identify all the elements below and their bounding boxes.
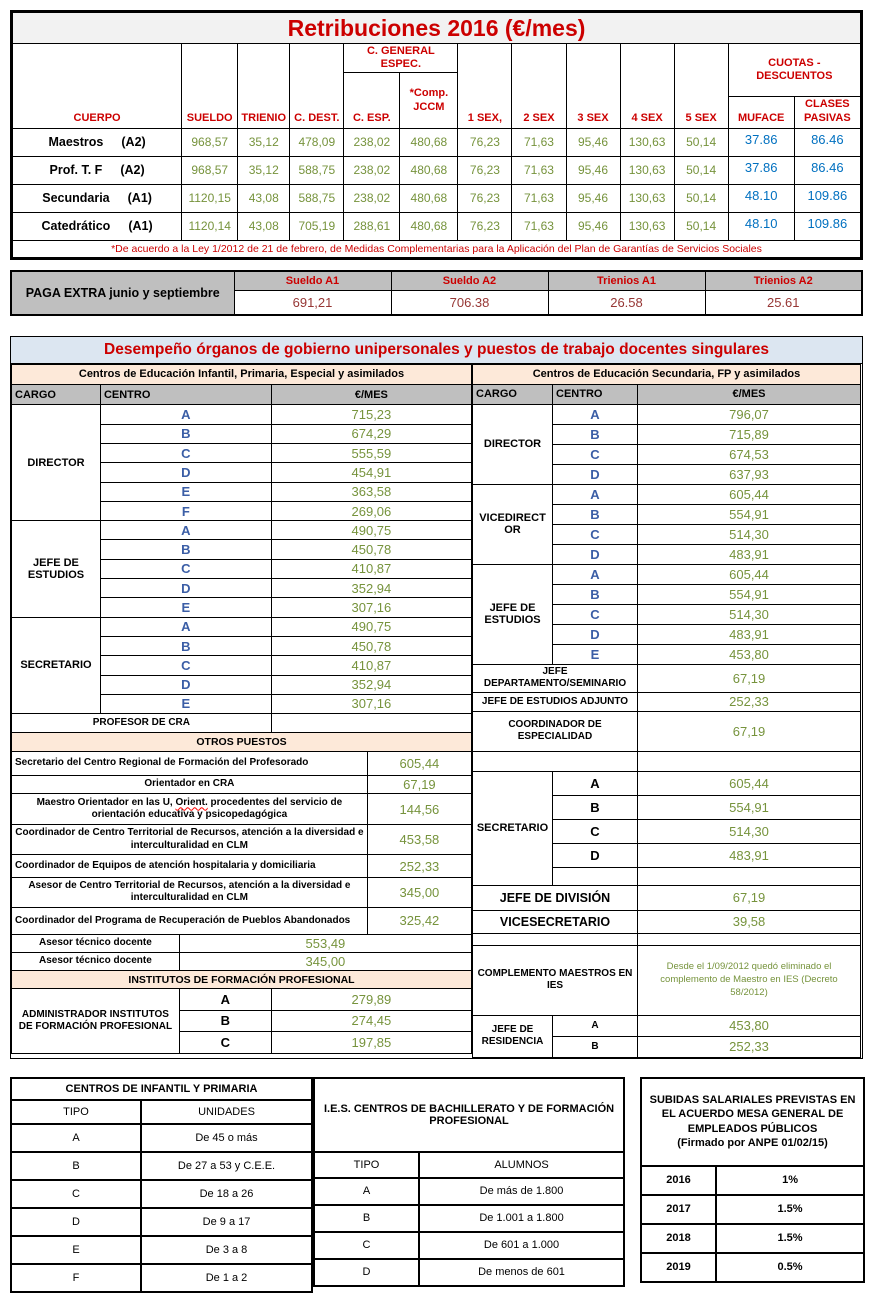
amount-cell: 67,19 [367, 776, 471, 794]
cargo-coordinador-especialidad: COORDINADOR DE ESPECIALIDAD [473, 711, 638, 751]
amount-cell: 95,46 [566, 212, 620, 240]
header-cargo: CARGO [473, 384, 553, 404]
cargo-jefe-estudios: JEFE DE ESTUDIOS [473, 564, 553, 664]
header-mes: €/MES [638, 384, 861, 404]
infantil-primaria-table [11, 364, 472, 1054]
amount-cell: 480,68 [400, 156, 458, 184]
cargo-profesor-cra: PROFESOR DE CRA [12, 714, 272, 733]
tipo-cell: F [11, 1264, 141, 1292]
centro-letter: C [553, 444, 638, 464]
puesto-label-text: procedentes del servicio de orientación educativa y psicopedagógica [91, 796, 343, 821]
footnote: *De acuerdo a la Ley 1/2012 de 21 de febrero, de Medidas Complementarias para la Aplicación del Plan de Garantías de Servicios Sociales [12, 240, 862, 258]
centro-letter: B [179, 1010, 271, 1031]
subidas-title: SUBIDAS SALARIALES PREVISTAS EN EL ACUERDO MESA GENERAL DE EMPLEADOS PÚBLICOS [649, 1094, 856, 1135]
empty-cell [638, 751, 861, 771]
amount-cell: 50,14 [674, 156, 728, 184]
header-alumnos: ALUMNOS [419, 1152, 624, 1178]
amount-cell: 553,49 [179, 934, 471, 952]
muface-cell: 48.10 [728, 212, 794, 240]
centro-letter: B [100, 540, 271, 559]
tipo-cell: D [314, 1259, 419, 1286]
alumnos-cell: De 1.001 a 1.800 [419, 1205, 624, 1232]
amount-cell: 450,78 [271, 636, 471, 655]
centro-letter: B [100, 636, 271, 655]
cuerpo-cell [12, 212, 182, 240]
amount-cell: 605,44 [638, 564, 861, 584]
amount-cell: 588,75 [290, 184, 344, 212]
amount-cell: 67,19 [638, 711, 861, 751]
unidades-cell: De 27 a 53 y C.E.E. [141, 1152, 312, 1180]
paga-extra-label: PAGA EXTRA junio y septiembre [11, 271, 234, 315]
amount-cell: 674,53 [638, 444, 861, 464]
centro-letter: E [100, 598, 271, 617]
amount-cell: 605,44 [638, 484, 861, 504]
retribuciones-table [10, 10, 863, 260]
centro-letter: D [553, 464, 638, 484]
centro-letter: C [100, 443, 271, 462]
unidades-cell: De 3 a 8 [141, 1236, 312, 1264]
amount-cell: 269,06 [271, 501, 471, 520]
amount-cell: 95,46 [566, 156, 620, 184]
amount-cell: 478,09 [290, 128, 344, 156]
paga-value-cell: 25.61 [705, 291, 862, 315]
puesto-label: Asesor técnico docente [12, 934, 180, 952]
col-header-cesp: C. ESP. [344, 73, 400, 128]
puesto-label [12, 794, 368, 824]
col-header-cgeneral: C. GENERAL ESPEC. [344, 44, 458, 73]
centro-letter: D [553, 544, 638, 564]
centro-letter: C [100, 656, 271, 675]
amount-cell: 130,63 [620, 128, 674, 156]
institutos-band: INSTITUTOS DE FORMACIÓN PROFESIONAL [12, 971, 472, 989]
centro-letter: C [179, 1032, 271, 1054]
empty-cell [638, 867, 861, 885]
col-header-muface: MUFACE [728, 97, 794, 128]
subidas-salariales-table [640, 1077, 865, 1283]
tipo-cell: D [11, 1208, 141, 1236]
muface-cell: 48.10 [728, 184, 794, 212]
centro-letter: A [553, 404, 638, 424]
col-header-sex5: 5 SEX [674, 44, 728, 129]
amount-cell: 363,58 [271, 482, 471, 501]
centro-letter: D [553, 843, 638, 867]
amount-cell: 197,85 [271, 1032, 471, 1054]
table-title: I.E.S. CENTROS DE BACHILLERATO Y DE FORMACIÓN PROFESIONAL [314, 1078, 624, 1152]
puesto-label: Secretario del Centro Regional de Formación del Profesorado [12, 751, 368, 775]
salary-row [12, 184, 862, 212]
amount-cell: 490,75 [271, 617, 471, 636]
amount-cell: 480,68 [400, 184, 458, 212]
paga-extra-table [10, 270, 863, 316]
col-header-sex3: 3 SEX [566, 44, 620, 129]
clases-pasivas-cell: 86.46 [794, 128, 861, 156]
amount-cell: 490,75 [271, 521, 471, 540]
puesto-label: Coordinador del Programa de Recuperación de Pueblos Abandonados [12, 908, 368, 934]
centro-letter: C [553, 524, 638, 544]
amount-cell: 43,08 [238, 184, 290, 212]
amount-cell: 968,57 [182, 128, 238, 156]
centro-letter: D [100, 579, 271, 598]
col-header-cuerpo: CUERPO [12, 44, 182, 129]
tipo-cell: B [11, 1152, 141, 1180]
amount-cell: 605,44 [367, 751, 471, 775]
amount-cell: 453,80 [638, 644, 861, 664]
paga-value-cell: 691,21 [234, 291, 391, 315]
alumnos-cell: De menos de 601 [419, 1259, 624, 1286]
amount-cell: 307,16 [271, 694, 471, 713]
percent-cell: 1.5% [716, 1224, 864, 1253]
centro-letter: C [100, 559, 271, 578]
percent-cell: 1% [716, 1166, 864, 1195]
amount-cell: 39,58 [638, 910, 861, 933]
table-title: CENTROS DE INFANTIL Y PRIMARIA [11, 1078, 312, 1100]
amount-cell: 35,12 [238, 156, 290, 184]
centro-letter: A [179, 989, 271, 1010]
centro-letter: A [553, 1015, 638, 1036]
salary-row [12, 128, 862, 156]
cuerpo-grade: (A1) [127, 191, 152, 206]
col-header-cuotas: CUOTAS - DESCUENTOS [728, 44, 861, 97]
amount-cell: 514,30 [638, 524, 861, 544]
amount-cell: 450,78 [271, 540, 471, 559]
empty-cell [473, 933, 638, 945]
year-cell: 2016 [641, 1166, 716, 1195]
clases-pasivas-cell: 109.86 [794, 184, 861, 212]
centro-letter: D [100, 675, 271, 694]
unidades-cell: De 9 a 17 [141, 1208, 312, 1236]
paga-col-header: Trienios A2 [705, 271, 862, 291]
spellcheck-marked-word: Orient. [175, 796, 208, 808]
tipo-cell: A [11, 1124, 141, 1152]
tipo-cell: B [314, 1205, 419, 1232]
secundaria-fp-table [472, 364, 861, 1058]
empty-cell [473, 751, 638, 771]
alumnos-cell: De más de 1.800 [419, 1178, 624, 1205]
amount-cell: 345,00 [179, 952, 471, 970]
cuerpo-cell [12, 156, 182, 184]
col-header-trienio: TRIENIO [238, 44, 290, 129]
amount-cell: 352,94 [271, 675, 471, 694]
amount-cell: 1120,15 [182, 184, 238, 212]
amount-cell: 238,02 [344, 156, 400, 184]
paga-value-cell: 706.38 [391, 291, 548, 315]
header-unidades: UNIDADES [141, 1100, 312, 1124]
amount-cell: 454,91 [271, 463, 471, 482]
year-cell: 2018 [641, 1224, 716, 1253]
centro-letter: C [553, 604, 638, 624]
amount-cell: 796,07 [638, 404, 861, 424]
amount-cell: 554,91 [638, 795, 861, 819]
centros-infantil-table [10, 1077, 313, 1293]
col-header-sueldo: SUELDO [182, 44, 238, 129]
cuerpo-grade: (A2) [121, 135, 146, 150]
header-cargo: CARGO [12, 385, 101, 405]
amount-cell: 352,94 [271, 579, 471, 598]
amount-cell: 514,30 [638, 819, 861, 843]
amount-cell: 50,14 [674, 184, 728, 212]
centro-letter: B [553, 504, 638, 524]
amount-cell: 50,14 [674, 128, 728, 156]
amount-cell: 605,44 [638, 771, 861, 795]
cargo-director: DIRECTOR [473, 404, 553, 484]
tipo-cell: E [11, 1236, 141, 1264]
amount-cell: 274,45 [271, 1010, 471, 1031]
cuerpo-grade: (A2) [120, 163, 145, 178]
puesto-label: Coordinador de Equipos de atención hospitalaria y domiciliaria [12, 855, 368, 877]
amount-cell: 71,63 [512, 212, 566, 240]
section-title: Desempeño órganos de gobierno unipersonales y puestos de trabajo docentes singulares [11, 337, 862, 364]
amount-cell: 453,58 [367, 824, 471, 854]
col-header-comp-jccm: *Comp. JCCM [400, 73, 458, 128]
salary-row [12, 212, 862, 240]
amount-cell: 252,33 [367, 855, 471, 877]
salary-row [12, 156, 862, 184]
puesto-label: Orientador en CRA [12, 776, 368, 794]
amount-cell: 588,75 [290, 156, 344, 184]
amount-cell: 95,46 [566, 128, 620, 156]
centro-letter: F [100, 501, 271, 520]
centro-letter: E [553, 644, 638, 664]
amount-cell: 279,89 [271, 989, 471, 1010]
col-header-cdest: C. DEST. [290, 44, 344, 129]
tipo-cell: A [314, 1178, 419, 1205]
centro-letter: A [100, 521, 271, 540]
centro-letter: A [100, 405, 271, 424]
puesto-label: Asesor de Centro Territorial de Recursos, atención a la diversidad e interculturalidad en CLM [12, 877, 368, 907]
header-tipo: TIPO [11, 1100, 141, 1124]
centro-letter: D [553, 624, 638, 644]
centro-letter: A [100, 617, 271, 636]
cuerpo-name: Prof. T. F [49, 163, 103, 178]
cuerpo-cell [12, 128, 182, 156]
amount-cell: 674,29 [271, 424, 471, 443]
cargo-jefe-residencia: JEFE DE RESIDENCIA [473, 1015, 553, 1057]
cargo-jefe-adjunto: JEFE DE ESTUDIOS ADJUNTO [473, 692, 638, 711]
cargo-administrador: ADMINISTRADOR INSTITUTOS DE FORMACIÓN PROFESIONAL [12, 989, 180, 1053]
amount-cell: 71,63 [512, 156, 566, 184]
centro-letter: B [553, 424, 638, 444]
page-title: Retribuciones 2016 (€/mes) [12, 12, 862, 44]
cuerpo-name: Maestros [48, 135, 104, 150]
amount-cell: 483,91 [638, 544, 861, 564]
amount-cell: 238,02 [344, 128, 400, 156]
unidades-cell: De 18 a 26 [141, 1180, 312, 1208]
puesto-label: Coordinador de Centro Territorial de Recursos, atención a la diversidad e interculturalidad en CLM [12, 824, 368, 854]
year-cell: 2017 [641, 1195, 716, 1224]
table-title [641, 1078, 864, 1166]
col-header-clases-pasivas: CLASES PASIVAS [794, 97, 861, 128]
amount-cell: 410,87 [271, 656, 471, 675]
amount-cell: 130,63 [620, 212, 674, 240]
puesto-label: Asesor técnico docente [12, 952, 180, 970]
cuerpo-cell [12, 184, 182, 212]
cargo-secretario: SECRETARIO [473, 771, 553, 885]
centro-letter: A [553, 564, 638, 584]
puesto-label-text: Maestro Orientador en las U, [36, 796, 176, 808]
clases-pasivas-cell: 86.46 [794, 156, 861, 184]
amount-cell: 554,91 [638, 584, 861, 604]
complemento-note: Desde el 1/09/2012 quedó eliminado el complemento de Maestro en IES (Decreto 58/2012) [638, 945, 861, 1015]
right-subtitle: Centros de Educación Secundaria, FP y asimilados [473, 364, 861, 384]
amount-cell: 480,68 [400, 212, 458, 240]
centro-letter: B [553, 795, 638, 819]
empty-cell [553, 867, 638, 885]
amount-cell: 71,63 [512, 128, 566, 156]
col-header-sex1: 1 SEX, [458, 44, 512, 129]
paga-value-cell: 26.58 [548, 291, 705, 315]
amount-cell: 410,87 [271, 559, 471, 578]
centro-letter: C [553, 819, 638, 843]
cuerpo-name: Secundaria [42, 191, 110, 206]
empty-cell [638, 933, 861, 945]
centro-letter: E [100, 694, 271, 713]
cargo-jefe-division: JEFE DE DIVISIÓN [473, 885, 638, 910]
cargo-vicesecretario: VICESECRETARIO [473, 910, 638, 933]
amount-cell: 480,68 [400, 128, 458, 156]
amount-cell: 637,93 [638, 464, 861, 484]
col-header-sex2: 2 SEX [512, 44, 566, 129]
header-tipo: TIPO [314, 1152, 419, 1178]
amount-cell: 95,46 [566, 184, 620, 212]
cargo-complemento-maestros: COMPLEMENTO MAESTROS EN IES [473, 945, 638, 1015]
section-body [11, 364, 862, 1058]
percent-cell: 1.5% [716, 1195, 864, 1224]
tipo-cell: C [11, 1180, 141, 1208]
amount-cell: 130,63 [620, 156, 674, 184]
amount-cell: 514,30 [638, 604, 861, 624]
cargo-jefe-estudios: JEFE DE ESTUDIOS [12, 521, 101, 617]
amount-cell: 238,02 [344, 184, 400, 212]
centro-letter: B [553, 1036, 638, 1057]
centro-letter: D [100, 463, 271, 482]
amount-cell: 71,63 [512, 184, 566, 212]
paga-col-header: Sueldo A2 [391, 271, 548, 291]
paga-col-header: Trienios A1 [548, 271, 705, 291]
year-cell: 2019 [641, 1253, 716, 1282]
amount-cell: 67,19 [638, 885, 861, 910]
amount-cell: 76,23 [458, 156, 512, 184]
amount-cell: 715,89 [638, 424, 861, 444]
amount-cell: 67,19 [638, 664, 861, 692]
amount-cell: 325,42 [367, 908, 471, 934]
ies-table [313, 1077, 625, 1287]
amount-cell: 76,23 [458, 128, 512, 156]
amount-cell [271, 714, 471, 733]
amount-cell: 705,19 [290, 212, 344, 240]
centro-letter: A [553, 771, 638, 795]
amount-cell: 76,23 [458, 212, 512, 240]
muface-cell: 37.86 [728, 156, 794, 184]
desempeno-section [10, 336, 863, 1059]
amount-cell: 715,23 [271, 405, 471, 424]
amount-cell: 76,23 [458, 184, 512, 212]
left-subtitle: Centros de Educación Infantil, Primaria, Especial y asimilados [12, 364, 472, 384]
alumnos-cell: De 601 a 1.000 [419, 1232, 624, 1259]
header-centro: CENTRO [100, 385, 271, 405]
cargo-secretario: SECRETARIO [12, 617, 101, 713]
amount-cell: 43,08 [238, 212, 290, 240]
amount-cell: 307,16 [271, 598, 471, 617]
cargo-director: DIRECTOR [12, 405, 101, 521]
amount-cell: 453,80 [638, 1015, 861, 1036]
header-mes: €/MES [271, 385, 471, 405]
amount-cell: 50,14 [674, 212, 728, 240]
cuerpo-grade: (A1) [128, 219, 153, 234]
cargo-vicedirector: VICEDIRECTOR [473, 484, 553, 564]
amount-cell: 144,56 [367, 794, 471, 824]
unidades-cell: De 45 o más [141, 1124, 312, 1152]
amount-cell: 35,12 [238, 128, 290, 156]
muface-cell: 37.86 [728, 128, 794, 156]
amount-cell: 130,63 [620, 184, 674, 212]
percent-cell: 0.5% [716, 1253, 864, 1282]
clases-pasivas-cell: 109.86 [794, 212, 861, 240]
amount-cell: 1120,14 [182, 212, 238, 240]
centro-letter: B [553, 584, 638, 604]
otros-puestos-band: OTROS PUESTOS [12, 733, 472, 751]
header-centro: CENTRO [553, 384, 638, 404]
unidades-cell: De 1 a 2 [141, 1264, 312, 1292]
amount-cell: 483,91 [638, 624, 861, 644]
amount-cell: 252,33 [638, 692, 861, 711]
col-header-sex4: 4 SEX [620, 44, 674, 129]
amount-cell: 288,61 [344, 212, 400, 240]
bottom-tables [10, 1077, 863, 1293]
centro-letter: E [100, 482, 271, 501]
paga-col-header: Sueldo A1 [234, 271, 391, 291]
amount-cell: 968,57 [182, 156, 238, 184]
amount-cell: 554,91 [638, 504, 861, 524]
centro-letter: A [553, 484, 638, 504]
tipo-cell: C [314, 1232, 419, 1259]
subidas-subtitle: (Firmado por ANPE 01/02/15) [677, 1137, 828, 1150]
amount-cell: 483,91 [638, 843, 861, 867]
amount-cell: 252,33 [638, 1036, 861, 1057]
cargo-jefe-departamento: JEFE DEPARTAMENTO/SEMINARIO [473, 664, 638, 692]
centro-letter: B [100, 424, 271, 443]
cuerpo-name: Catedrático [41, 219, 111, 234]
amount-cell: 555,59 [271, 443, 471, 462]
amount-cell: 345,00 [367, 877, 471, 907]
